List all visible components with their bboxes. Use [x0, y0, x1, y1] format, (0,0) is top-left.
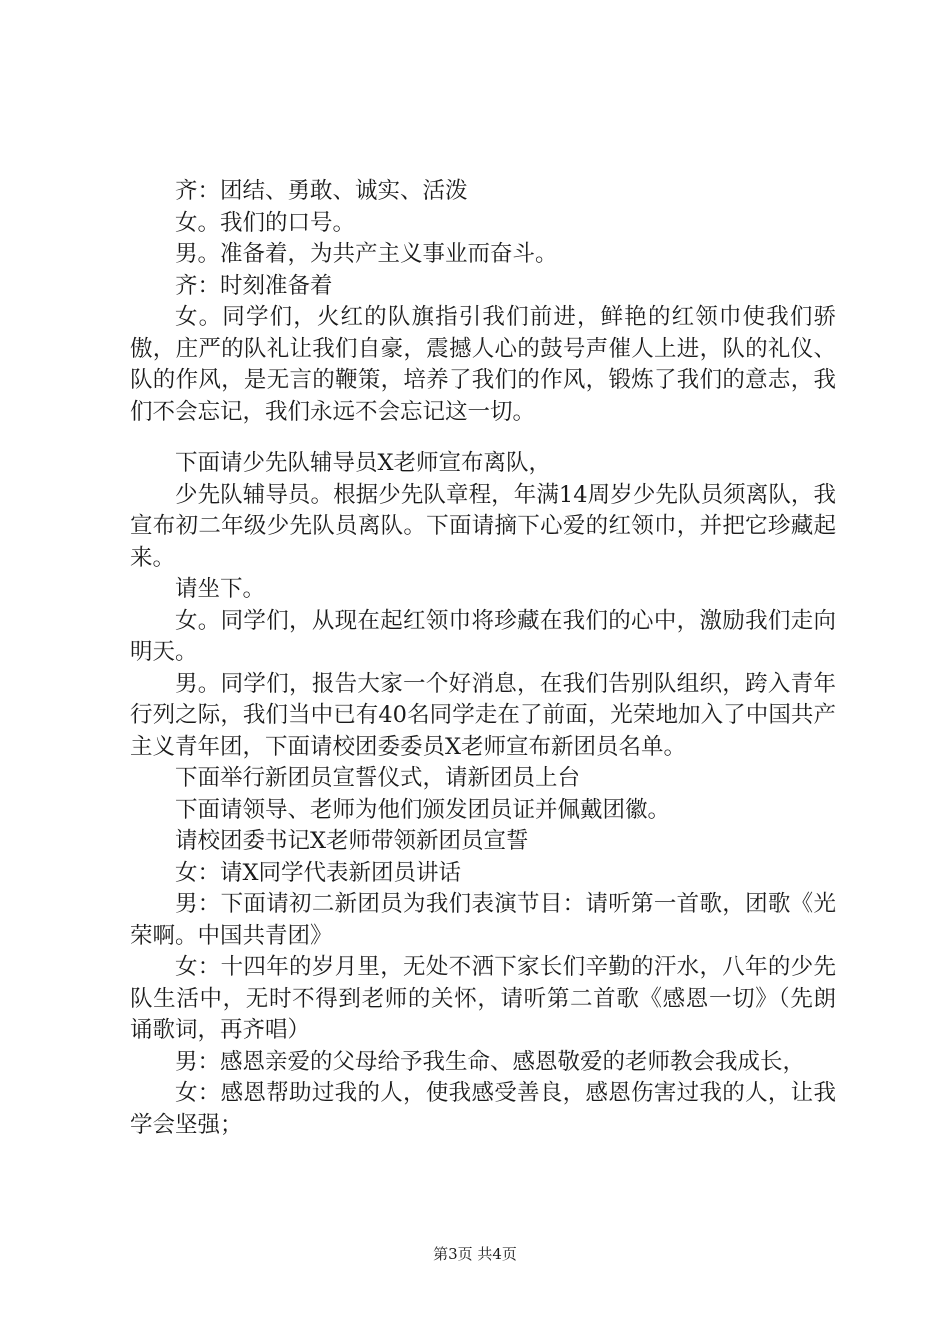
- paragraph: 女。同学们，火红的队旗指引我们前进，鲜艳的红领巾使我们骄傲，庄严的队礼让我们自豪，震撼人心的鼓号声催人上进，队的礼仪、队的作风，是无言的鞭策，培养了我们的作风，锻炼了我们的意志，我们不会忘记，我们永远不会忘记这一切。: [130, 304, 836, 425]
- paragraph: 女：感恩帮助过我的人，使我感受善良，感恩伤害过我的人，让我学会坚强；: [130, 1080, 836, 1138]
- paragraph: 男。准备着，为共产主义事业而奋斗。: [175, 241, 558, 267]
- paragraph: 下面请领导、老师为他们颁发团员证并佩戴团徽。: [175, 796, 671, 823]
- paragraph: 下面举行新团员宣誓仪式，请新团员上台: [175, 765, 581, 791]
- paragraph: 请坐下。: [175, 576, 266, 602]
- paragraph: 女。同学们，从现在起红领巾将珍藏在我们的心中，激励我们走向明天。: [130, 607, 836, 665]
- paragraph: 女。我们的口号。: [175, 209, 356, 236]
- paragraph: 男：下面请初二新团员为我们表演节目：请听第一首歌，团歌《光荣啊。中国共青团》: [130, 891, 836, 949]
- paragraph: 男。同学们，报告大家一个好消息，在我们告别队组织，跨入青年行列之际，我们当中已有40名同学走在了前面，光荣地加入了中国共产主义青年团，下面请校团委委员X老师宣布新团员名单。: [130, 670, 836, 760]
- page-footer: 第3页 共4页: [433, 1245, 517, 1263]
- document-body: [130, 176, 836, 1141]
- paragraph: 请校团委书记X老师带领新团员宣誓: [175, 828, 529, 854]
- paragraph: 女：请X同学代表新团员讲话: [175, 859, 462, 886]
- paragraph: 齐：团结、勇敢、诚实、活泼: [175, 178, 468, 204]
- paragraph: 齐：时刻准备着: [175, 272, 333, 299]
- paragraph: 女：十四年的岁月里，无处不洒下家长们辛勤的汗水，八年的少先队生活中，无时不得到老师的关怀，请听第二首歌《感恩一切》（先朗诵歌词，再齐唱）: [130, 954, 836, 1043]
- paragraph-gap: [130, 428, 836, 448]
- paragraph: 少先队辅导员。根据少先队章程，年满14周岁少先队员须离队，我宣布初二年级少先队员离队。下面请摘下心爱的红领巾，并把它珍藏起来。: [130, 481, 836, 571]
- paragraph: 男：感恩亲爱的父母给予我生命、感恩敬爱的老师教会我成长，: [175, 1048, 806, 1075]
- paragraph: 下面请少先队辅导员X老师宣布离队，: [175, 450, 552, 476]
